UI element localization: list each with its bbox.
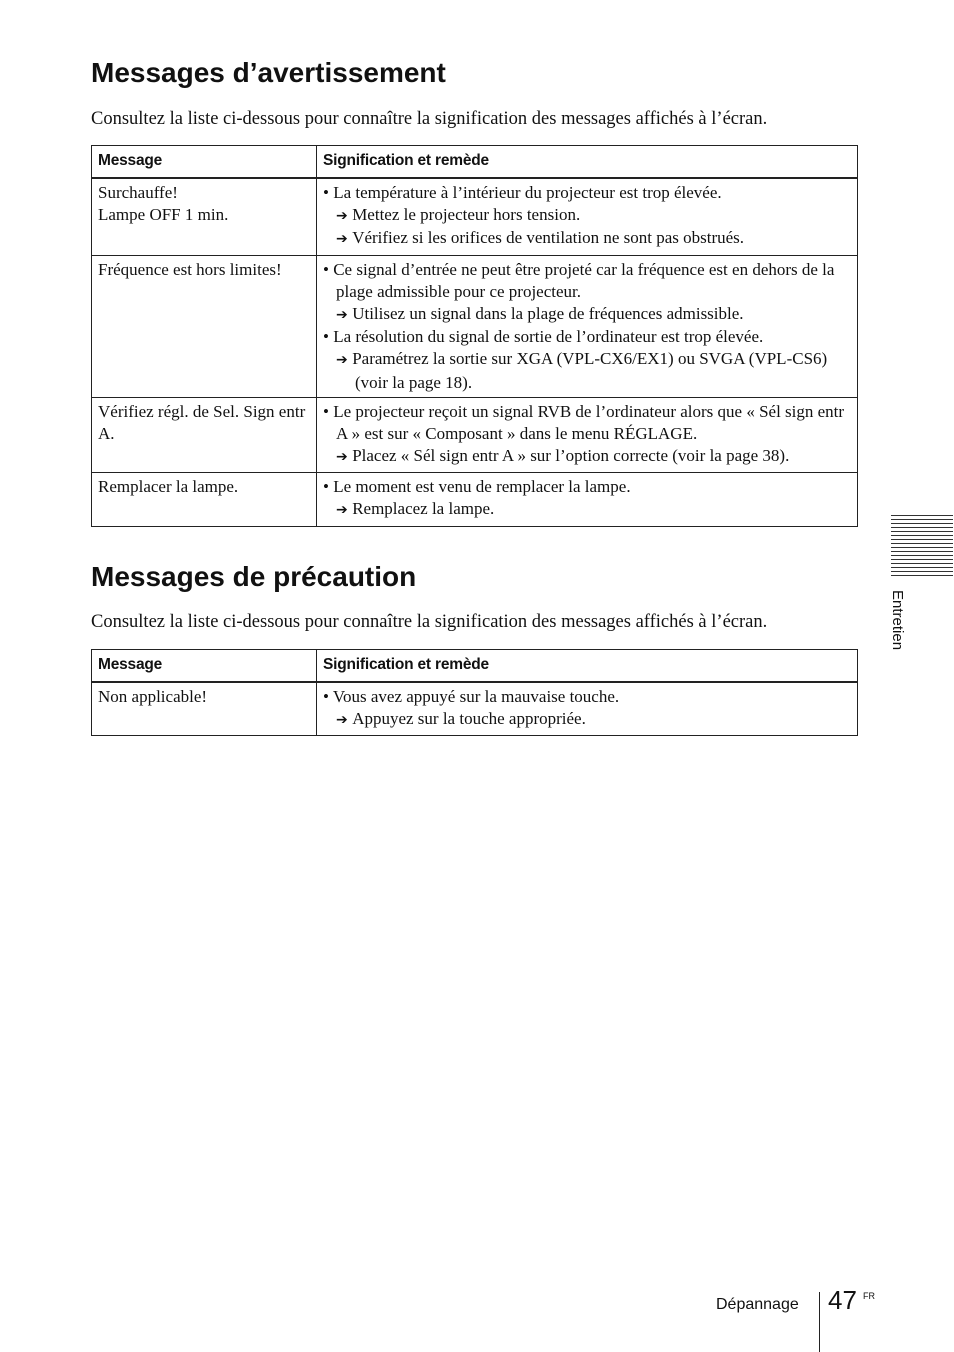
table-row: [92, 682, 858, 736]
arrow-right-icon: ➔: [336, 502, 353, 519]
side-tab-label: Entretien: [889, 590, 906, 651]
item-text: Le moment est venu de remplacer la lampe.: [333, 477, 631, 497]
bullet-icon: •: [323, 687, 333, 706]
remedy-cell: [317, 256, 858, 398]
remedy-item: [336, 445, 852, 469]
remedy-cell: [317, 473, 858, 526]
header-message: Message: [92, 650, 317, 683]
bullet-icon: •: [323, 402, 334, 422]
remedy-cell: [317, 682, 858, 736]
message-cell: [92, 398, 317, 473]
item-text: Ce signal d’entrée ne peut être projeté car la fréquence est en dehors de la plage admissible pour ce projecteur.: [333, 260, 835, 301]
table-row: [92, 178, 858, 256]
item-text: Placez « Sél sign entr A » sur l’option correcte (voir la page 38).: [352, 445, 790, 465]
table-header-row: [92, 146, 858, 179]
bullet-item: [323, 476, 852, 498]
bullet-item: [323, 686, 852, 708]
footer-divider: [819, 1292, 820, 1352]
footer-section-label: Dépannage: [716, 1296, 799, 1313]
arrow-right-icon: ➔: [336, 711, 353, 728]
arrow-right-icon: ➔: [336, 231, 353, 248]
remedy-item: [336, 708, 852, 732]
message-text: Remplacer la lampe.: [98, 477, 239, 497]
message-text: Lampe OFF 1 min.: [98, 204, 229, 224]
bullet-item: [323, 326, 852, 348]
table-row: [92, 256, 858, 398]
item-text: La résolution du signal de sortie de l’ordinateur est trop élevée.: [333, 327, 764, 347]
arrow-right-icon: ➔: [336, 207, 353, 224]
message-text: Surchauffe!: [98, 183, 178, 202]
message-cell: [92, 473, 317, 526]
header-meaning: Signification et remède: [317, 146, 858, 179]
table-header-row: [92, 650, 858, 683]
header-message: Message: [92, 146, 317, 179]
bullet-icon: •: [323, 477, 334, 497]
message-cell: [92, 256, 317, 398]
table-row: [92, 473, 858, 526]
section-intro-caution: Consultez la liste ci-dessous pour connaître la signification des messages affichés à l’écran.: [91, 612, 768, 632]
bullet-item: [323, 401, 852, 444]
item-text: Appuyez sur la touche appropriée.: [352, 708, 586, 728]
table-row: [92, 398, 858, 473]
header-meaning: Signification et remède: [317, 650, 858, 683]
section-title-warning: Messages d’avertissement: [91, 57, 446, 88]
remedy-item: [336, 498, 852, 522]
message-text: Fréquence est hors limites!: [98, 260, 282, 280]
message-text: Non applicable!: [98, 687, 208, 706]
item-text: Mettez le projecteur hors tension.: [352, 204, 581, 224]
item-text: Le projecteur reçoit un signal RVB de l’ordinateur alors que « Sél sign entr A » est sur « Composant » dans le menu RÉGLAGE.: [333, 402, 845, 444]
bullet-item: [323, 182, 852, 204]
message-text: Vérifiez régl. de Sel. Sign entr A.: [98, 402, 306, 444]
warning-messages-table: [91, 145, 858, 527]
item-text: Utilisez un signal dans la plage de fréquences admissible.: [352, 303, 744, 323]
remedy-item: [336, 303, 852, 327]
bullet-icon: •: [323, 183, 334, 202]
side-tab-rules: [891, 515, 953, 579]
page-number: 47: [828, 1285, 857, 1315]
page-language: FR: [863, 1291, 875, 1301]
item-text: Paramétrez la sortie sur XGA (VPL-CX6/EX1) ou SVGA (VPL-CS6) (voir la page 18).: [352, 348, 828, 392]
section-title-caution: Messages de précaution: [91, 561, 417, 592]
item-text: Vous avez appuyé sur la mauvaise touche.: [332, 687, 620, 706]
arrow-right-icon: ➔: [336, 351, 353, 368]
remedy-cell: [317, 398, 858, 473]
item-text: La température à l’intérieur du projecteur est trop élevée.: [333, 183, 722, 202]
caution-messages-table: [91, 649, 858, 736]
bullet-icon: •: [323, 260, 334, 280]
remedy-item: [336, 348, 852, 393]
side-tab: [884, 590, 908, 670]
arrow-right-icon: ➔: [336, 448, 353, 465]
bullet-item: [323, 259, 852, 302]
arrow-right-icon: ➔: [336, 306, 353, 323]
remedy-item: [336, 204, 852, 228]
message-cell: [92, 178, 317, 256]
section-intro-warning: Consultez la liste ci-dessous pour connaître la signification des messages affichés à l’écran.: [91, 109, 768, 129]
remedy-cell: [317, 178, 858, 256]
item-text: Remplacez la lampe.: [352, 499, 495, 519]
item-text: Vérifiez si les orifices de ventilation ne sont pas obstrués.: [352, 228, 745, 248]
message-cell: [92, 682, 317, 736]
remedy-item: [336, 227, 852, 251]
bullet-icon: •: [323, 327, 334, 347]
